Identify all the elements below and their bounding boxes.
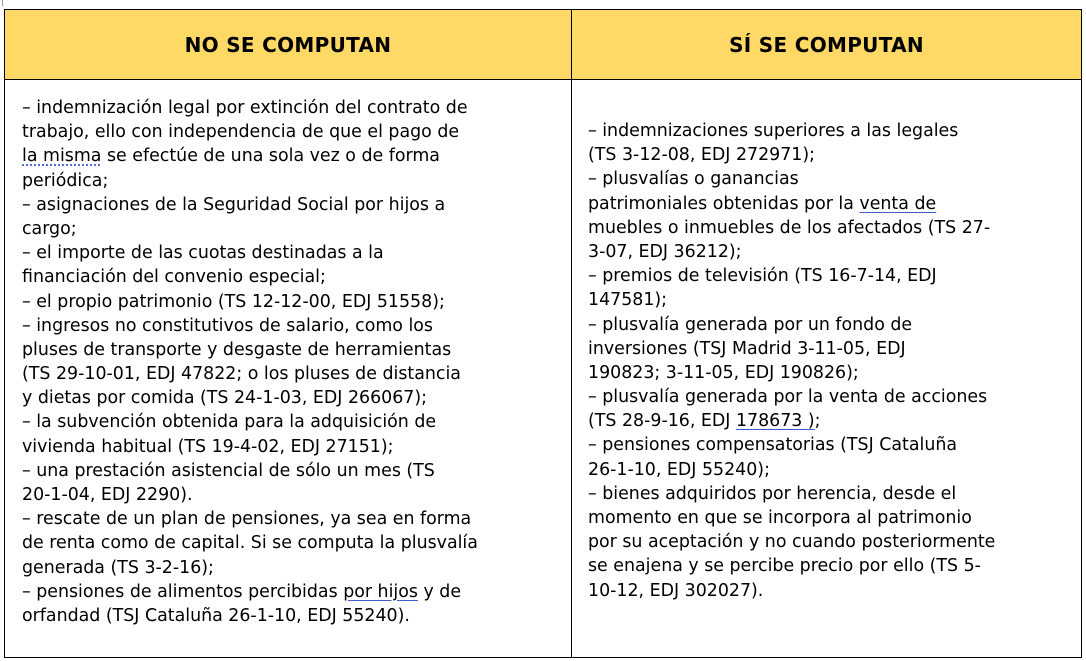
- corner-tick: [2, 0, 3, 6]
- text-line: – premios de televisión (TS 16-7-14, EDJ: [588, 266, 937, 287]
- text-line: – asignaciones de la Seguridad Social por hijos a: [22, 194, 446, 215]
- table-header-row: [5, 10, 1081, 80]
- text-line: y dietas por comida (TS 24-1-03, EDJ 266067);: [22, 388, 427, 409]
- text-line: – bienes adquiridos por herencia, desde el: [588, 483, 957, 504]
- text-line: – plusvalía generada por la venta de acciones: [588, 387, 988, 408]
- si-se-computan-cell: [588, 119, 995, 603]
- grammar-marked-text: 178673 ): [735, 411, 815, 432]
- grammar-marked-text: por hijos: [343, 581, 418, 602]
- text-line: 10-12, EDJ 302027).: [588, 580, 764, 601]
- text-line: (TS 3-12-08, EDJ 272971);: [588, 145, 815, 166]
- text-fragment: patrimoniales obtenidas por la: [588, 193, 860, 214]
- text-line: momento en que se incorpora al patrimonio: [588, 508, 972, 528]
- text-line: generada (TS 3-2-16);: [22, 557, 214, 578]
- text-line: 26-1-10, EDJ 55240);: [588, 459, 770, 480]
- grammar-marked-text: venta de: [859, 193, 937, 214]
- text-fragment: ;: [814, 411, 821, 432]
- text-line: orfandad (TSJ Cataluña 26-1-10, EDJ 55240).: [22, 605, 410, 626]
- text-line: cargo;: [22, 218, 77, 239]
- text-line: – plusvalía generada por un fondo de: [588, 314, 913, 335]
- text-line: inversiones (TSJ Madrid 3-11-05, EDJ: [588, 338, 906, 359]
- text-line: – pensiones compensatorias (TSJ Cataluña: [588, 435, 958, 456]
- text-line: (TS 29-10-01, EDJ 47822; o los pluses de distancia: [22, 364, 461, 385]
- header-no-se-computan: NO SE COMPUTAN: [184, 32, 392, 57]
- text-line: – indemnizaciones superiores a las legales: [588, 121, 959, 141]
- text-line: [588, 192, 995, 216]
- header-si-se-computan: SÍ SE COMPUTAN: [729, 32, 924, 57]
- text-line: 190823; 3-11-05, EDJ 190826);: [588, 362, 859, 383]
- text-line: – plusvalías o ganancias: [588, 169, 799, 190]
- text-line: [22, 144, 478, 168]
- text-fragment: y de: [417, 581, 462, 602]
- text-fragment: (TS 28-9-16, EDJ: [588, 411, 736, 432]
- text-line: trabajo, ello con independencia de que el pago de: [22, 122, 460, 143]
- text-line: vivienda habitual (TS 19-4-02, EDJ 27151);: [22, 436, 394, 457]
- text-line: [22, 580, 478, 604]
- column-divider: [571, 10, 572, 657]
- text-line: pluses de transporte y desgaste de herramientas: [22, 339, 452, 360]
- no-se-computan-cell: [22, 96, 478, 628]
- text-line: 3-07, EDJ 36212);: [588, 241, 742, 262]
- text-line: – el importe de las cuotas destinadas a la: [22, 243, 384, 264]
- text-line: – la subvención obtenida para la adquisición de: [22, 412, 437, 433]
- text-line: 20-1-04, EDJ 2290).: [22, 485, 193, 505]
- text-line: periódica;: [22, 170, 109, 191]
- text-line: muebles o inmuebles de los afectados (TS 27-: [588, 217, 991, 238]
- text-fragment: se efectúe de una sola vez o de forma: [101, 146, 440, 167]
- grammar-marked-text: la misma: [22, 146, 102, 167]
- text-line: – ingresos no constitutivos de salario, como los: [22, 315, 433, 336]
- text-line: – rescate de un plan de pensiones, ya sea en forma: [22, 509, 472, 530]
- text-line: 147581);: [588, 290, 668, 311]
- text-line: [588, 409, 995, 433]
- text-line: – indemnización legal por extinción del contrato de: [22, 98, 468, 118]
- text-fragment: – pensiones de alimentos percibidas: [22, 581, 344, 602]
- text-line: se enajena y se percibe precio por ello (TS 5-: [588, 556, 981, 577]
- text-line: – una prestación asistencial de sólo un mes (TS: [22, 460, 435, 481]
- text-line: por su aceptación y no cuando posteriormente: [588, 532, 996, 553]
- text-line: – el propio patrimonio (TS 12-12-00, EDJ 51558);: [22, 291, 445, 312]
- text-line: de renta como de capital. Si se computa la plusvalía: [22, 533, 478, 554]
- text-line: financiación del convenio especial;: [22, 267, 326, 288]
